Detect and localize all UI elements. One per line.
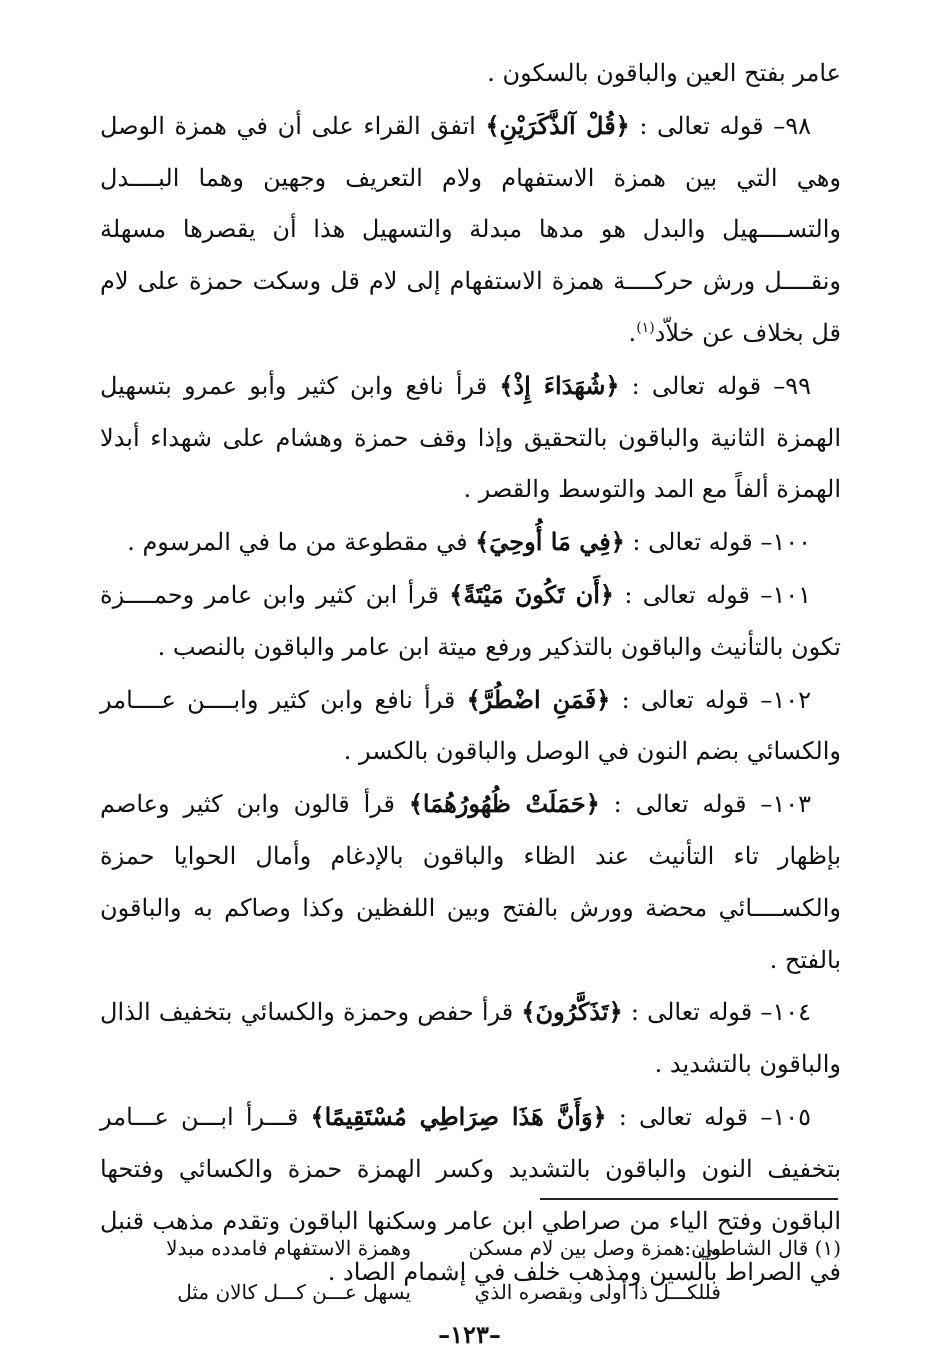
quran-quote-105: ﴿وَأَنَّ هَذَا صِرَاطِي مُسْتَقِيمًا﴾ (310, 1101, 607, 1131)
footnote-line-2 (100, 1270, 841, 1314)
quran-quote-100: ﴿فِي مَا أُوحِيَ﴾ (475, 527, 625, 557)
item-number-102: ١٠٢– قوله تعالى : (610, 685, 811, 714)
item-text-103: قرأ قالون وابن كثير وعاصم بإظهار تاء التأنيث عند الظاء والباقون بالإدغام وأمال الحوايا حمزة والكســــائي محضة وورش بالفتح وبين اللفظين وكذا وصاكم به والباقون بالفتح . (100, 790, 841, 974)
quran-quote-101: ﴿أَن تَكُونَ مَيْتَةً﴾ (449, 579, 614, 609)
item-end-98: . (628, 318, 637, 347)
item-text-105: قـــرأ ابـــن عـــامر بتخفيف النون والباقون بالتشديد وكسر الهمزة حمزة والكسائي وفتحها الباقون وفتح الياء من صراطي ابن عامر وسكنها الباقون وتقدم مذهب قنبل في الصراط بالسين ومذهب خلف في إشمام الصاد . (100, 1102, 841, 1287)
quran-quote-102: ﴿فَمَنِ اضْطُرَّ﴾ (466, 684, 611, 714)
item-text-100: في مقطوعة من ما في المرسوم . (127, 528, 476, 557)
item-text-102: قرأ نافع وابن كثير وابــــن عــــامر والكسائي بضم النون في الوصل والباقون بالكسر . (100, 685, 841, 766)
quran-quote-103: ﴿حَمَلَتْ ظُهُورُهُمَا﴾ (408, 789, 600, 819)
paragraph-101 (100, 569, 841, 674)
paragraph-104 (100, 986, 841, 1091)
footnote (100, 1226, 841, 1314)
paragraph-100 (100, 516, 841, 569)
footnote-verse-1-right: وإن همزة وصل بين لام مسكن (468, 1236, 721, 1260)
item-number-105: ١٠٥– قوله تعالى : (606, 1102, 811, 1131)
footnote-marker: (١) (636, 319, 655, 336)
footnote-verse-1-left: وهمزة الاستفهام فامدده مبدلا (166, 1236, 411, 1260)
paragraph-99 (100, 360, 841, 516)
item-text-98: اتفق القراء على أن في همزة الوصل وهي التي بين همزة الاستفهام ولام التعريف وجهين وهما البــــدل والتســــهيل والبدل هو مدها مبدلة والتسهيل هذا أن يقصرها مسهلة ونقــــل ورش حركــــة همزة الاستفهام إلى لام قل وسكت حمزة على لام قل بخلاف عن خلاّد (100, 111, 841, 347)
quran-quote-98: ﴿قُلْ آلذَّكَرَيْنِ﴾ (485, 110, 630, 140)
item-number-103: ١٠٣– قوله تعالى : (599, 790, 811, 819)
item-number-100: ١٠٠– قوله تعالى : (624, 528, 811, 557)
item-number-98: ٩٨– قوله تعالى : (629, 111, 812, 140)
paragraph-102 (100, 674, 841, 779)
page-number: –١٢٣– (438, 1320, 501, 1349)
item-text-99: قرأ نافع وابن كثير وأبو عمرو بتسهيل الهمزة الثانية والباقون بالتحقيق وإذا وقف حمزة وهشام على شهداء أبدلا الهمزة ألفاً مع المد والتوسط والقصر . (100, 371, 841, 504)
footnote-separator (540, 1198, 838, 1200)
item-text-101: قرأ ابن كثير وابن عامر وحمــــزة تكون بالتأنيث والباقون بالتذكير ورفع ميتة ابن عامر والباقون بالنصب . (100, 580, 841, 661)
quran-quote-104: ﴿تَذَكَّرُونَ﴾ (521, 997, 623, 1027)
item-number-99: ٩٩– قوله تعالى : (619, 371, 812, 400)
continuation-text: عامر بفتح العين والباقون بالسكون . (487, 59, 841, 87)
main-text (100, 48, 841, 1299)
paragraph-continuation (100, 48, 841, 100)
footnote-line-1 (100, 1226, 841, 1270)
item-number-104: ١٠٤– قوله تعالى : (622, 998, 811, 1027)
footnote-verse-2-left: يسهل عـــن كـــل كالان مثل (177, 1280, 411, 1304)
quran-quote-99: ﴿شُهَدَاءَ إِذْ﴾ (499, 370, 620, 400)
item-text-104: قرأ حفص وحمزة والكسائي بتخفيف الذال والباقون بالتشديد . (100, 998, 841, 1079)
paragraph-98 (100, 100, 841, 360)
footnote-label: (١) قال الشاطبي : (684, 1236, 841, 1260)
footnote-verse-2-right: فللكـــل ذا أولى وبقصره الذي (474, 1280, 721, 1304)
paragraph-103 (100, 778, 841, 986)
item-number-101: ١٠١– قوله تعالى : (614, 580, 812, 609)
